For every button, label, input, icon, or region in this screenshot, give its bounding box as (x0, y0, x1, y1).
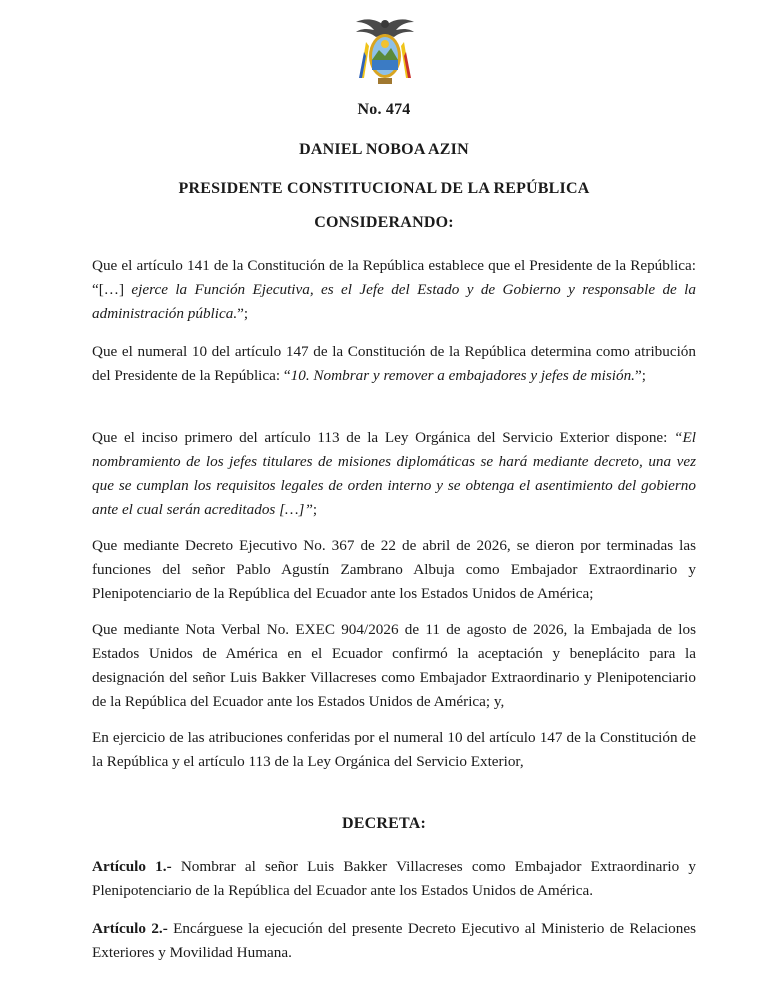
ecuador-coat-of-arms-icon (354, 12, 416, 88)
article-1-text: Nombrar al señor Luis Bakker Villacreses como Embajador Extraordinario y Plenipotenciario de la República del Ecuador ante los Estados Unidos de América. (92, 858, 696, 899)
article-1 (92, 855, 696, 903)
consideration-1 (92, 254, 696, 326)
article-2 (92, 917, 696, 965)
article-1-label: Artículo 1.- (92, 858, 172, 875)
consideration-1-quote: ejerce la Función Ejecutiva, es el Jefe del Estado y de Gobierno y responsable de la administración pública. (92, 281, 696, 322)
consideration-3-end: ; (312, 501, 318, 518)
consideration-2 (92, 340, 696, 388)
consideration-3-text: Que el inciso primero del artículo 113 de la Ley Orgánica del Servicio Exterior dispone: (92, 429, 675, 446)
decree-number: No. 474 (357, 101, 411, 118)
article-2-label: Artículo 2.- (92, 920, 168, 937)
consideration-3 (92, 426, 696, 522)
consideration-3-quote: “El nombramiento de los jefes titulares de misiones diplomáticas se hará mediante decreto, una vez que se cumplan los requisitos legales de orden interno y se obtenga el asentimiento del gobierno ante el cual serán acreditados […]” (92, 429, 696, 518)
consideration-1-text: Que el artículo 141 de la Constitución de la República establece que el Presidente de la República: “[…] (92, 257, 696, 298)
consideration-1-end: ”; (237, 305, 249, 322)
consideration-2-quote: 10. Nombrar y remover a embajadores y jefes de misión. (290, 367, 635, 384)
consideration-6: En ejercicio de las atribuciones conferidas por el numeral 10 del artículo 147 de la Constitución de la República y el artículo 113 de la Ley Orgánica del Servicio Exterior, (92, 729, 696, 770)
consideration-2-text: Que el numeral 10 del artículo 147 de la Constitución de la República determina como atribución del Presidente de la República: “ (92, 343, 696, 384)
consideration-5: Que mediante Nota Verbal No. EXEC 904/2026 de 11 de agosto de 2026, la Embajada de los Estados Unidos de América en el Ecuador confirmó la aceptación y beneplácito para la designación del señor Luis Bakker Villacreses como Embajador Extraordinario y Plenipotenciario de la República del Ecuador ante los Estados Unidos de América; y, (92, 621, 696, 710)
consideration-4: Que mediante Decreto Ejecutivo No. 367 de 22 de abril de 2026, se dieron por terminadas las funciones del señor Pablo Agustín Zambrano Albuja como Embajador Extraordinario y Plenipotenciario de la República del Ecuador ante los Estados Unidos de América; (92, 537, 696, 602)
consideration-2-end: ”; (634, 367, 646, 384)
president-name: DANIEL NOBOA AZIN (299, 141, 469, 158)
article-2-text: Encárguese la ejecución del presente Decreto Ejecutivo al Ministerio de Relaciones Exteriores y Movilidad Humana. (92, 920, 696, 961)
considering-heading: CONSIDERANDO: (314, 214, 454, 231)
decree-heading: DECRETA: (342, 815, 426, 832)
office-title: PRESIDENTE CONSTITUCIONAL DE LA REPÚBLICA (178, 180, 590, 197)
